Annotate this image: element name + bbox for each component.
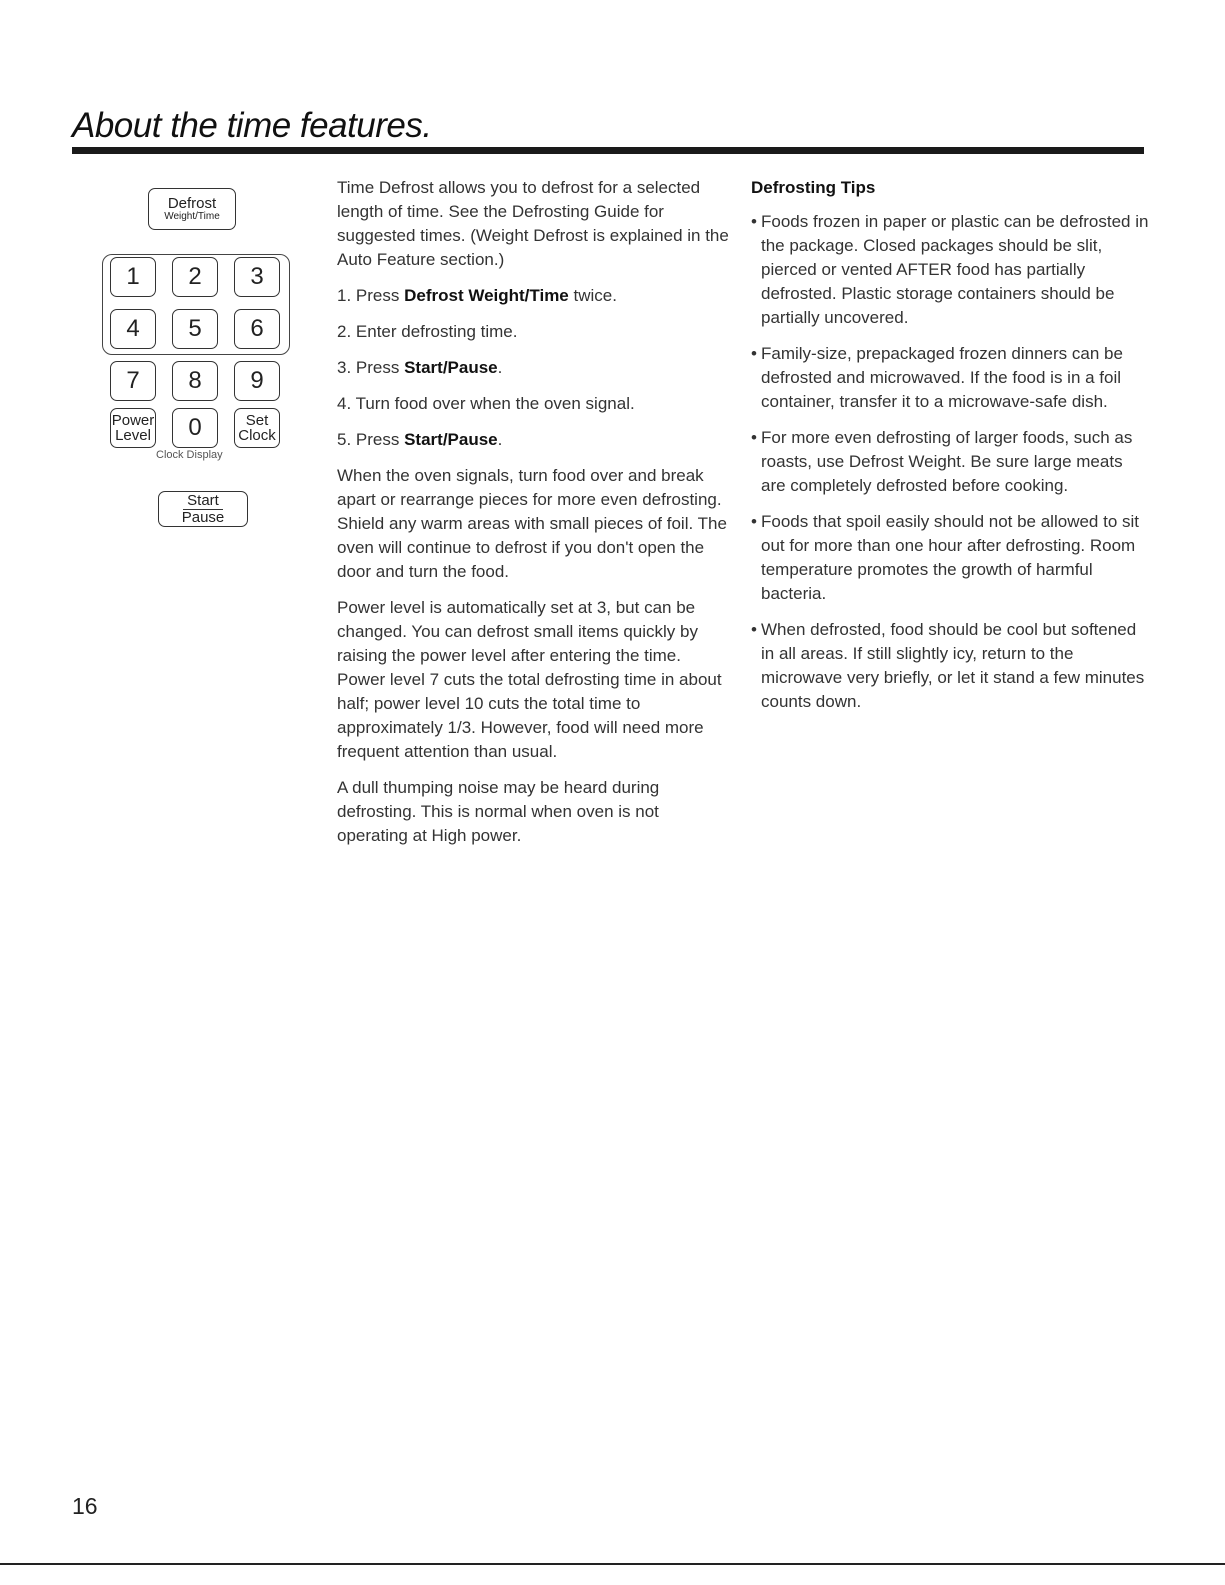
step-1-text: 1. Press bbox=[337, 286, 405, 305]
step-5-text: 5. Press bbox=[337, 430, 405, 449]
bullet-icon: • bbox=[751, 512, 757, 531]
defrost-weight-time-key[interactable] bbox=[148, 188, 236, 230]
turn-food-paragraph: When the oven signals, turn food over and break apart or rearrange pieces for more even defrosting. Shield any warm areas with small pieces of foil. The oven will continue to defrost if you don't open the door and turn the food. bbox=[337, 466, 727, 581]
bullet-icon: • bbox=[751, 344, 757, 363]
digit-key-7-label: 7 bbox=[126, 367, 140, 394]
digit-key-9-label: 9 bbox=[250, 367, 264, 394]
bullet-icon: • bbox=[751, 428, 757, 447]
tip-text: Family-size, prepackaged frozen dinners can be defrosted and microwaved. If the food is in a foil container, transfer it to a microwave-safe dish. bbox=[761, 344, 1123, 411]
step-2-text: 2. Enter defrosting time. bbox=[337, 322, 518, 341]
step-5-key: Start/Pause bbox=[404, 430, 498, 449]
keypad-illustration bbox=[100, 185, 295, 535]
digit-key-3-label: 3 bbox=[250, 263, 264, 290]
defrosting-tips-heading: Defrosting Tips bbox=[751, 178, 876, 197]
step-1-key: Defrost Weight/Time bbox=[404, 286, 569, 305]
pause-key-label: Pause bbox=[181, 508, 225, 526]
tip-item bbox=[751, 426, 1151, 498]
start-key-label: Start bbox=[183, 493, 223, 510]
tip-item bbox=[751, 510, 1151, 606]
digit-key-6-label: 6 bbox=[250, 315, 264, 342]
step-3-text: 3. Press bbox=[337, 358, 405, 377]
tip-text: Foods that spoil easily should not be allowed to sit out for more than one hour after defrosting. Room temperature promotes the growth of harmful bacteria. bbox=[761, 512, 1140, 603]
power-key-label: Power bbox=[111, 412, 155, 429]
digit-key-0-label: 0 bbox=[188, 414, 202, 441]
digit-key-6[interactable] bbox=[234, 309, 280, 349]
bullet-icon: • bbox=[751, 212, 757, 231]
digit-key-0[interactable] bbox=[172, 408, 218, 448]
page-title: About the time features. bbox=[72, 106, 432, 145]
digit-key-4[interactable] bbox=[110, 309, 156, 349]
clock-display-caption: Clock Display bbox=[156, 449, 223, 461]
digit-key-9[interactable] bbox=[234, 361, 280, 401]
power-level-key[interactable] bbox=[110, 408, 156, 448]
digit-key-8[interactable] bbox=[172, 361, 218, 401]
page-number: 16 bbox=[72, 1493, 98, 1519]
step-4 bbox=[337, 392, 732, 416]
step-3 bbox=[337, 356, 732, 380]
tip-item bbox=[751, 342, 1151, 414]
defrost-key-label: Defrost bbox=[167, 195, 217, 212]
step-3-key: Start/Pause bbox=[404, 358, 498, 377]
set-clock-key[interactable] bbox=[234, 408, 280, 448]
digit-key-3[interactable] bbox=[234, 257, 280, 297]
power-level-paragraph: Power level is automatically set at 3, but can be changed. You can defrost small items quickly by raising the power level after entering the time. Power level 7 cuts the total defrosting time in about half; power level 10 cuts the total time to approximately 1/3. However, food will need more frequent attention than usual. bbox=[337, 598, 722, 761]
bullet-icon: • bbox=[751, 620, 757, 639]
clock-key-label: Clock bbox=[238, 427, 276, 444]
start-pause-key[interactable] bbox=[158, 491, 248, 527]
tip-text: For more even defrosting of larger foods, such as roasts, use Defrost Weight. Be sure large meats are completely defrosted before cooking. bbox=[761, 428, 1133, 495]
tip-text: Foods frozen in paper or plastic can be defrosted in the package. Closed packages should be slit, pierced or vented AFTER food has partially defrosted. Plastic storage containers should be partially uncovered. bbox=[761, 212, 1149, 327]
title-rule bbox=[72, 147, 1144, 154]
digit-key-8-label: 8 bbox=[188, 367, 202, 394]
bottom-rule bbox=[0, 1563, 1225, 1565]
thumping-noise-paragraph: A dull thumping noise may be heard during defrosting. This is normal when oven is not operating at High power. bbox=[337, 778, 660, 845]
digit-key-7[interactable] bbox=[110, 361, 156, 401]
digit-key-4-label: 4 bbox=[126, 315, 140, 342]
step-5-tail: . bbox=[497, 430, 503, 449]
step-4-text: 4. Turn food over when the oven signal. bbox=[337, 394, 635, 413]
step-1 bbox=[337, 284, 732, 308]
digit-key-2-label: 2 bbox=[188, 263, 202, 290]
tip-item bbox=[751, 618, 1151, 714]
step-5 bbox=[337, 428, 732, 452]
digit-key-1[interactable] bbox=[110, 257, 156, 297]
digit-key-2[interactable] bbox=[172, 257, 218, 297]
step-3-tail: . bbox=[497, 358, 503, 377]
step-2 bbox=[337, 320, 732, 344]
tip-item bbox=[751, 210, 1151, 330]
time-defrost-column bbox=[337, 176, 732, 860]
digit-key-5[interactable] bbox=[172, 309, 218, 349]
step-1-tail: twice. bbox=[568, 286, 617, 305]
set-key-label: Set bbox=[245, 412, 269, 429]
weight-time-key-label: Weight/Time bbox=[164, 211, 220, 222]
digit-key-5-label: 5 bbox=[188, 315, 202, 342]
digit-key-1-label: 1 bbox=[126, 263, 140, 290]
tip-text: When defrosted, food should be cool but softened in all areas. If still slightly icy, return to the microwave very briefly, or let it stand a few minutes counts down. bbox=[761, 620, 1145, 711]
defrosting-tips-column bbox=[751, 176, 1151, 726]
intro-paragraph: Time Defrost allows you to defrost for a selected length of time. See the Defrosting Guide for suggested times. (Weight Defrost is explained in the Auto Feature section.) bbox=[337, 178, 729, 269]
level-key-label: Level bbox=[115, 427, 151, 444]
